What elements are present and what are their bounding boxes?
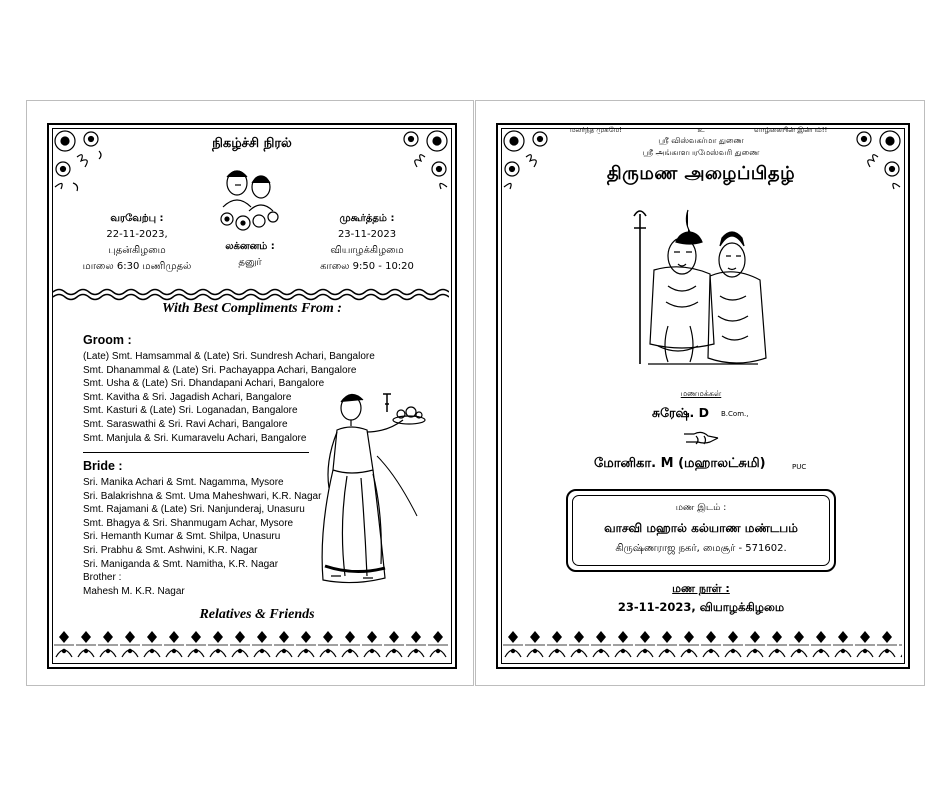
- top-left-note: மலர்ந்த முகமே!: [570, 126, 623, 134]
- reception-label: வரவேற்பு :: [110, 213, 164, 224]
- corner-floral-ornament-top-left: [51, 127, 107, 195]
- groom-line: (Late) Smt. Hamsammal & (Late) Sri. Sundresh Achari, Bangalore: [83, 351, 375, 362]
- bride-line: Smt. Bhagya & Sri. Shanmugam Achar, Mysore: [83, 517, 294, 529]
- lagnam-value: தனுர்: [238, 257, 262, 268]
- muhurtham-time: காலை 9:50 - 10:20: [320, 261, 414, 272]
- program-title: நிகழ்ச்சி நிரல்: [212, 136, 292, 151]
- reception-day: புதன்கிழமை: [108, 245, 166, 256]
- wedding-date-label: மண நாள் :: [672, 582, 730, 595]
- corner-floral-ornament-top-left: [500, 127, 556, 195]
- relatives-and-friends: Relatives & Friends: [199, 607, 315, 622]
- compliments-heading: With Best Compliments From :: [162, 301, 342, 316]
- deity-line-1: ஸ்ரீ விஸ்வகர்மா துணை: [658, 136, 744, 145]
- joined-hands-icon: [682, 426, 722, 450]
- muhurtham-block: [307, 211, 427, 275]
- wedding-date-value: 23-11-2023, வியாழக்கிழமை: [617, 600, 785, 614]
- left-page: [26, 100, 474, 686]
- invitation-title: திருமண அழைப்பிதழ்: [606, 163, 796, 184]
- venue-address: கிருஷ்ணராஜ நகர், மைசூர் - 571602.: [615, 543, 787, 554]
- venue-box: [566, 489, 836, 572]
- venue-name: வாசவி மஹால் கல்யாண மண்டபம்: [604, 521, 798, 535]
- deity-line-2: ஸ்ரீ அங்காளபரமேஸ்வரி துணை: [642, 148, 760, 157]
- muhurtham-date: 23-11-2023: [337, 229, 397, 240]
- bottom-decorative-pattern: [502, 629, 902, 661]
- reception-time: மாலை 6:30 மணிமுதல்: [82, 261, 192, 272]
- bride-line: Sri. Hemanth Kumar & Smt. Shilpa, Unasuru: [83, 531, 281, 543]
- couple-portrait-illustration: [213, 163, 287, 233]
- bride-name: மோனிகா. M (மஹாலட்சுமி): [594, 456, 766, 471]
- bride-heading: Bride :: [83, 459, 123, 473]
- groom-line: Smt. Manjula & Sri. Kumaravelu Achari, Bangalore: [83, 432, 307, 444]
- couple-label: மணமக்கள்: [680, 389, 722, 398]
- corner-floral-ornament-top-right: [395, 127, 451, 195]
- muhurtham-day: வியாழக்கிழமை: [330, 245, 404, 256]
- venue-label: மண இடம் :: [675, 503, 727, 513]
- reception-block: [77, 211, 197, 275]
- lagnam-block: [195, 239, 305, 271]
- wavy-divider: [53, 287, 449, 301]
- brother-label: Brother :: [83, 572, 122, 584]
- bride-list: [83, 476, 321, 598]
- groom-line: Smt. Usha & (Late) Sri. Dhandapani Achari, Bangalore: [83, 378, 325, 390]
- top-right-note: வாழ்கையின் இன்பம்!!: [754, 126, 828, 134]
- groom-qualification: B.Com.,: [721, 410, 749, 418]
- bride-line: Sri. Maniganda & Smt. Namitha, K.R. Nagar: [83, 558, 279, 570]
- groom-bride-separator: [83, 452, 309, 453]
- muhurtham-label: முகூர்த்தம் :: [339, 213, 395, 224]
- groom-line: Smt. Kavitha & Sri. Jagadish Achari, Bangalore: [83, 391, 292, 403]
- right-page: [475, 100, 925, 686]
- lagnam-label: லக்னனம் :: [225, 241, 275, 252]
- reception-date: 22-11-2023,: [106, 229, 168, 240]
- bottom-decorative-pattern: [53, 629, 449, 661]
- groom-line: Smt. Saraswathi & Sri. Ravi Achari, Bangalore: [83, 418, 288, 430]
- groom-line: Smt. Kasturi & (Late) Sri. Loganadan, Bangalore: [83, 405, 298, 417]
- corner-floral-ornament-top-right: [848, 127, 904, 195]
- pillaiyar-suzhi: உ: [697, 125, 705, 134]
- groom-heading: Groom :: [83, 333, 132, 347]
- bride-line: Sri. Prabhu & Smt. Ashwini, K.R. Nagar: [83, 544, 258, 556]
- bride-line: Mahesh M. K.R. Nagar: [83, 585, 185, 597]
- groom-name: சுரேஷ். D: [652, 405, 709, 420]
- groom-line: Smt. Dhanammal & (Late) Sri. Pachayappa Achari, Bangalore: [83, 364, 357, 376]
- shiva-parvati-illustration: [628, 206, 778, 374]
- bride-line: Sri. Balakrishna & Smt. Uma Maheshwari, K.R. Nagar: [83, 490, 322, 502]
- bride-line: Sri. Manika Achari & Smt. Nagamma, Mysore: [83, 477, 284, 488]
- bride-line: Smt. Rajamani & (Late) Sri. Nanjunderaj, Unasuru: [83, 504, 305, 516]
- bride-qualification: PUC: [792, 463, 807, 471]
- woman-with-plate-illustration: [317, 386, 427, 591]
